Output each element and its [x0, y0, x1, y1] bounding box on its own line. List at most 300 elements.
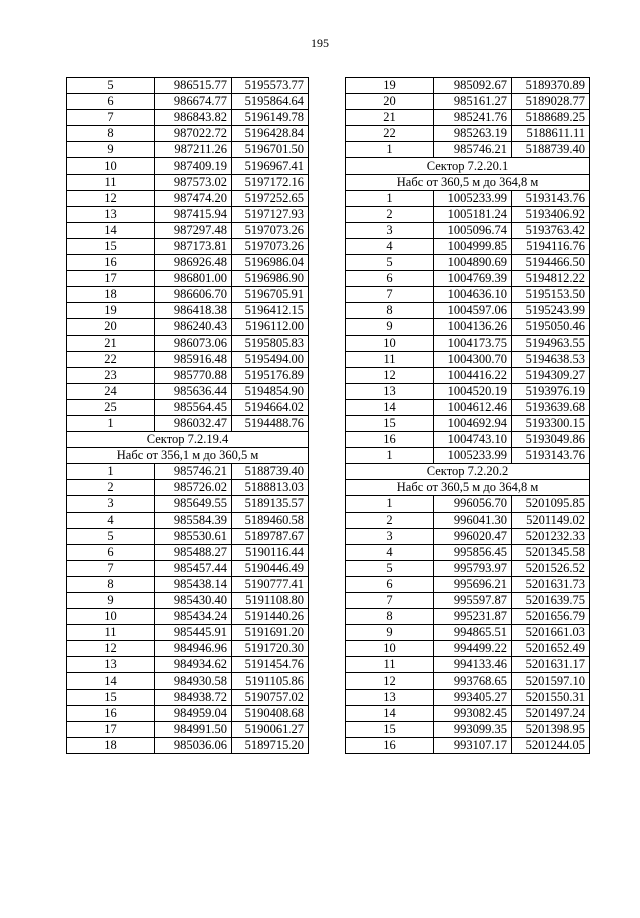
table-row: [67, 544, 309, 560]
point-number-cell: 8: [346, 609, 434, 625]
table-row: [346, 222, 590, 238]
y-coordinate-cell: 5194488.76: [232, 415, 309, 431]
y-coordinate-cell: 5194812.22: [512, 271, 590, 287]
table-row: [346, 576, 590, 592]
y-coordinate-cell: 5197252.65: [232, 190, 309, 206]
y-coordinate-cell: 5196149.78: [232, 110, 309, 126]
table-row: [346, 705, 590, 721]
table-row: [67, 560, 309, 576]
table-row: [67, 737, 309, 753]
point-number-cell: 5: [346, 560, 434, 576]
table-row: [67, 271, 309, 287]
point-number-cell: 16: [346, 737, 434, 753]
y-coordinate-cell: 5190116.44: [232, 544, 309, 560]
point-number-cell: 13: [67, 206, 155, 222]
table-row: [346, 367, 590, 383]
x-coordinate-cell: 985770.88: [155, 367, 232, 383]
x-coordinate-cell: 985584.39: [155, 512, 232, 528]
table-row: [67, 335, 309, 351]
table-row: [346, 110, 590, 126]
table-row: [346, 593, 590, 609]
point-number-cell: 15: [67, 238, 155, 254]
x-coordinate-cell: 1004612.46: [434, 399, 512, 415]
x-coordinate-cell: 995696.21: [434, 576, 512, 592]
x-coordinate-cell: 1004520.19: [434, 383, 512, 399]
table-row: [67, 190, 309, 206]
y-coordinate-cell: 5201398.95: [512, 721, 590, 737]
y-coordinate-cell: 5191105.86: [232, 673, 309, 689]
y-coordinate-cell: 5188739.40: [232, 464, 309, 480]
y-coordinate-cell: 5196701.50: [232, 142, 309, 158]
x-coordinate-cell: 1004743.10: [434, 432, 512, 448]
y-coordinate-cell: 5196428.84: [232, 126, 309, 142]
point-number-cell: 3: [346, 528, 434, 544]
y-coordinate-cell: 5193143.76: [512, 448, 590, 464]
x-coordinate-cell: 986606.70: [155, 287, 232, 303]
point-number-cell: 11: [346, 657, 434, 673]
table-row: [67, 609, 309, 625]
table-row: [346, 496, 590, 512]
point-number-cell: 16: [67, 255, 155, 271]
x-coordinate-cell: 984959.04: [155, 705, 232, 721]
x-coordinate-cell: 994499.22: [434, 641, 512, 657]
point-number-cell: 5: [67, 528, 155, 544]
y-coordinate-cell: 5193976.19: [512, 383, 590, 399]
x-coordinate-cell: 994865.51: [434, 625, 512, 641]
y-coordinate-cell: 5196705.91: [232, 287, 309, 303]
y-coordinate-cell: 5190061.27: [232, 721, 309, 737]
point-number-cell: 14: [346, 399, 434, 415]
point-number-cell: 10: [346, 641, 434, 657]
y-coordinate-cell: 5197073.26: [232, 222, 309, 238]
point-number-cell: 14: [67, 673, 155, 689]
y-coordinate-cell: 5194309.27: [512, 367, 590, 383]
x-coordinate-cell: 1004769.39: [434, 271, 512, 287]
coordinates-table-left: [66, 77, 309, 754]
point-number-cell: 11: [346, 351, 434, 367]
point-number-cell: 6: [67, 544, 155, 560]
y-coordinate-cell: 5195864.64: [232, 94, 309, 110]
x-coordinate-cell: 985438.14: [155, 576, 232, 592]
x-coordinate-cell: 993405.27: [434, 689, 512, 705]
y-coordinate-cell: 5190777.41: [232, 576, 309, 592]
table-row: [346, 383, 590, 399]
point-number-cell: 14: [346, 705, 434, 721]
table-row: [67, 625, 309, 641]
table-row: [346, 303, 590, 319]
table-row: [67, 255, 309, 271]
point-number-cell: 12: [346, 367, 434, 383]
table-row: [346, 271, 590, 287]
x-coordinate-cell: 985457.44: [155, 560, 232, 576]
table-row: [346, 657, 590, 673]
table-row: [346, 142, 590, 158]
point-number-cell: 1: [346, 448, 434, 464]
y-coordinate-cell: 5191691.20: [232, 625, 309, 641]
table-row: [67, 303, 309, 319]
x-coordinate-cell: 993082.45: [434, 705, 512, 721]
point-number-cell: 6: [346, 271, 434, 287]
point-number-cell: 14: [67, 222, 155, 238]
y-coordinate-cell: 5191454.76: [232, 657, 309, 673]
y-coordinate-cell: 5191440.26: [232, 609, 309, 625]
y-coordinate-cell: 5201656.79: [512, 609, 590, 625]
table-row: [67, 351, 309, 367]
x-coordinate-cell: 987415.94: [155, 206, 232, 222]
y-coordinate-cell: 5193049.86: [512, 432, 590, 448]
x-coordinate-cell: 986240.43: [155, 319, 232, 335]
point-number-cell: 15: [67, 689, 155, 705]
point-number-cell: 1: [67, 464, 155, 480]
x-coordinate-cell: 985726.02: [155, 480, 232, 496]
point-number-cell: 8: [346, 303, 434, 319]
x-coordinate-cell: 1004597.06: [434, 303, 512, 319]
x-coordinate-cell: 996056.70: [434, 496, 512, 512]
table-row: [67, 174, 309, 190]
point-number-cell: 17: [67, 271, 155, 287]
x-coordinate-cell: 1004136.26: [434, 319, 512, 335]
y-coordinate-cell: 5196967.41: [232, 158, 309, 174]
coordinates-table-right: [345, 77, 590, 754]
y-coordinate-cell: 5201652.49: [512, 641, 590, 657]
y-coordinate-cell: 5189460.58: [232, 512, 309, 528]
point-number-cell: 13: [346, 383, 434, 399]
table-row: [67, 399, 309, 415]
y-coordinate-cell: 5195805.83: [232, 335, 309, 351]
point-number-cell: 15: [346, 415, 434, 431]
y-coordinate-cell: 5195494.00: [232, 351, 309, 367]
y-coordinate-cell: 5193639.68: [512, 399, 590, 415]
point-number-cell: 19: [346, 78, 434, 94]
point-number-cell: 7: [67, 110, 155, 126]
y-coordinate-cell: 5201631.73: [512, 576, 590, 592]
x-coordinate-cell: 985263.19: [434, 126, 512, 142]
table-row: [346, 190, 590, 206]
y-coordinate-cell: 5201597.10: [512, 673, 590, 689]
y-coordinate-cell: 5189028.77: [512, 94, 590, 110]
point-number-cell: 9: [67, 593, 155, 609]
y-coordinate-cell: 5201526.52: [512, 560, 590, 576]
point-number-cell: 22: [346, 126, 434, 142]
x-coordinate-cell: 987409.19: [155, 158, 232, 174]
y-coordinate-cell: 5194854.90: [232, 383, 309, 399]
x-coordinate-cell: 987173.81: [155, 238, 232, 254]
x-coordinate-cell: 985530.61: [155, 528, 232, 544]
point-number-cell: 5: [346, 255, 434, 271]
y-coordinate-cell: 5188689.25: [512, 110, 590, 126]
table-row: [346, 399, 590, 415]
sector-heading-row: [67, 432, 309, 448]
y-coordinate-cell: 5190757.02: [232, 689, 309, 705]
depth-range: Набс от 356,1 м до 360,5 м: [67, 448, 309, 464]
x-coordinate-cell: 987211.26: [155, 142, 232, 158]
x-coordinate-cell: 1004999.85: [434, 238, 512, 254]
y-coordinate-cell: 5197073.26: [232, 238, 309, 254]
x-coordinate-cell: 986515.77: [155, 78, 232, 94]
x-coordinate-cell: 985161.27: [434, 94, 512, 110]
y-coordinate-cell: 5190408.68: [232, 705, 309, 721]
y-coordinate-cell: 5194638.53: [512, 351, 590, 367]
table-row: [346, 689, 590, 705]
table-row: [67, 464, 309, 480]
y-coordinate-cell: 5196412.15: [232, 303, 309, 319]
y-coordinate-cell: 5188611.11: [512, 126, 590, 142]
table-row: [67, 576, 309, 592]
table-row: [67, 480, 309, 496]
y-coordinate-cell: 5194116.76: [512, 238, 590, 254]
table-row: [67, 705, 309, 721]
table-row: [67, 657, 309, 673]
table-row: [346, 544, 590, 560]
x-coordinate-cell: 993107.17: [434, 737, 512, 753]
point-number-cell: 24: [67, 383, 155, 399]
point-number-cell: 4: [67, 512, 155, 528]
x-coordinate-cell: 986926.48: [155, 255, 232, 271]
x-coordinate-cell: 984934.62: [155, 657, 232, 673]
point-number-cell: 9: [67, 142, 155, 158]
table-row: [346, 448, 590, 464]
y-coordinate-cell: 5201232.33: [512, 528, 590, 544]
table-row: [346, 287, 590, 303]
point-number-cell: 1: [67, 415, 155, 431]
x-coordinate-cell: 987573.02: [155, 174, 232, 190]
table-row: [346, 319, 590, 335]
table-row: [67, 142, 309, 158]
y-coordinate-cell: 5196112.00: [232, 319, 309, 335]
table-row: [346, 737, 590, 753]
table-row: [67, 238, 309, 254]
point-number-cell: 10: [346, 335, 434, 351]
y-coordinate-cell: 5195176.89: [232, 367, 309, 383]
point-number-cell: 25: [67, 399, 155, 415]
table-row: [67, 689, 309, 705]
x-coordinate-cell: 993099.35: [434, 721, 512, 737]
y-coordinate-cell: 5189135.57: [232, 496, 309, 512]
y-coordinate-cell: 5191108.80: [232, 593, 309, 609]
x-coordinate-cell: 995231.87: [434, 609, 512, 625]
table-row: [67, 110, 309, 126]
x-coordinate-cell: 1005233.99: [434, 190, 512, 206]
point-number-cell: 23: [67, 367, 155, 383]
table-row: [67, 287, 309, 303]
table-row: [346, 673, 590, 689]
y-coordinate-cell: 5188739.40: [512, 142, 590, 158]
table-row: [67, 367, 309, 383]
x-coordinate-cell: 984938.72: [155, 689, 232, 705]
table-row: [346, 432, 590, 448]
y-coordinate-cell: 5195243.99: [512, 303, 590, 319]
y-coordinate-cell: 5193300.15: [512, 415, 590, 431]
table-row: [67, 158, 309, 174]
table-row: [67, 222, 309, 238]
table-row: [346, 94, 590, 110]
table-row: [67, 496, 309, 512]
y-coordinate-cell: 5201661.03: [512, 625, 590, 641]
x-coordinate-cell: 985649.55: [155, 496, 232, 512]
point-number-cell: 5: [67, 78, 155, 94]
point-number-cell: 4: [346, 238, 434, 254]
depth-range-row: [346, 174, 590, 190]
table-row: [346, 560, 590, 576]
point-number-cell: 18: [67, 737, 155, 753]
x-coordinate-cell: 985488.27: [155, 544, 232, 560]
table-row: [346, 609, 590, 625]
y-coordinate-cell: 5193763.42: [512, 222, 590, 238]
sector-heading-row: [346, 158, 590, 174]
point-number-cell: 16: [346, 432, 434, 448]
x-coordinate-cell: 1005181.24: [434, 206, 512, 222]
point-number-cell: 3: [67, 496, 155, 512]
y-coordinate-cell: 5191720.30: [232, 641, 309, 657]
point-number-cell: 16: [67, 705, 155, 721]
x-coordinate-cell: 986843.82: [155, 110, 232, 126]
x-coordinate-cell: 994133.46: [434, 657, 512, 673]
point-number-cell: 20: [67, 319, 155, 335]
point-number-cell: 7: [346, 593, 434, 609]
y-coordinate-cell: 5195153.50: [512, 287, 590, 303]
y-coordinate-cell: 5189787.67: [232, 528, 309, 544]
x-coordinate-cell: 985430.40: [155, 593, 232, 609]
point-number-cell: 2: [346, 206, 434, 222]
sector-title: Сектор 7.2.19.4: [67, 432, 309, 448]
point-number-cell: 20: [346, 94, 434, 110]
y-coordinate-cell: 5201631.17: [512, 657, 590, 673]
point-number-cell: 9: [346, 319, 434, 335]
point-number-cell: 18: [67, 287, 155, 303]
y-coordinate-cell: 5190446.49: [232, 560, 309, 576]
table-row: [346, 415, 590, 431]
y-coordinate-cell: 5193406.92: [512, 206, 590, 222]
point-number-cell: 15: [346, 721, 434, 737]
table-row: [346, 206, 590, 222]
point-number-cell: 4: [346, 544, 434, 560]
point-number-cell: 12: [67, 190, 155, 206]
x-coordinate-cell: 985916.48: [155, 351, 232, 367]
point-number-cell: 1: [346, 190, 434, 206]
point-number-cell: 11: [67, 625, 155, 641]
x-coordinate-cell: 985241.76: [434, 110, 512, 126]
x-coordinate-cell: 984930.58: [155, 673, 232, 689]
x-coordinate-cell: 985036.06: [155, 737, 232, 753]
table-row: [346, 126, 590, 142]
point-number-cell: 13: [346, 689, 434, 705]
point-number-cell: 8: [67, 126, 155, 142]
y-coordinate-cell: 5201639.75: [512, 593, 590, 609]
x-coordinate-cell: 1004416.22: [434, 367, 512, 383]
table-row: [67, 528, 309, 544]
table-row: [67, 673, 309, 689]
x-coordinate-cell: 986674.77: [155, 94, 232, 110]
point-number-cell: 13: [67, 657, 155, 673]
y-coordinate-cell: 5188813.03: [232, 480, 309, 496]
x-coordinate-cell: 1004173.75: [434, 335, 512, 351]
y-coordinate-cell: 5196986.90: [232, 271, 309, 287]
x-coordinate-cell: 986032.47: [155, 415, 232, 431]
point-number-cell: 9: [346, 625, 434, 641]
y-coordinate-cell: 5201149.02: [512, 512, 590, 528]
point-number-cell: 1: [346, 496, 434, 512]
y-coordinate-cell: 5195050.46: [512, 319, 590, 335]
x-coordinate-cell: 985636.44: [155, 383, 232, 399]
table-row: [346, 641, 590, 657]
point-number-cell: 10: [67, 609, 155, 625]
point-number-cell: 17: [67, 721, 155, 737]
table-row: [346, 335, 590, 351]
x-coordinate-cell: 986073.06: [155, 335, 232, 351]
y-coordinate-cell: 5201497.24: [512, 705, 590, 721]
x-coordinate-cell: 985445.91: [155, 625, 232, 641]
x-coordinate-cell: 985434.24: [155, 609, 232, 625]
table-row: [67, 78, 309, 94]
table-row: [346, 625, 590, 641]
table-row: [67, 319, 309, 335]
sector-heading-row: [346, 464, 590, 480]
table-row: [67, 383, 309, 399]
x-coordinate-cell: 995856.45: [434, 544, 512, 560]
x-coordinate-cell: 987474.20: [155, 190, 232, 206]
x-coordinate-cell: 985092.67: [434, 78, 512, 94]
point-number-cell: 6: [67, 94, 155, 110]
x-coordinate-cell: 984946.96: [155, 641, 232, 657]
point-number-cell: 22: [67, 351, 155, 367]
y-coordinate-cell: 5197172.16: [232, 174, 309, 190]
x-coordinate-cell: 985746.21: [155, 464, 232, 480]
table-row: [67, 512, 309, 528]
y-coordinate-cell: 5189370.89: [512, 78, 590, 94]
y-coordinate-cell: 5197127.93: [232, 206, 309, 222]
table-row: [67, 721, 309, 737]
x-coordinate-cell: 1004636.10: [434, 287, 512, 303]
x-coordinate-cell: 995597.87: [434, 593, 512, 609]
y-coordinate-cell: 5201244.05: [512, 737, 590, 753]
point-number-cell: 21: [346, 110, 434, 126]
y-coordinate-cell: 5194664.02: [232, 399, 309, 415]
x-coordinate-cell: 987022.72: [155, 126, 232, 142]
point-number-cell: 6: [346, 576, 434, 592]
sector-title: Сектор 7.2.20.2: [346, 464, 590, 480]
x-coordinate-cell: 993768.65: [434, 673, 512, 689]
table-row: [67, 126, 309, 142]
x-coordinate-cell: 996020.47: [434, 528, 512, 544]
page-number: 195: [311, 36, 329, 50]
depth-range: Набс от 360,5 м до 364,8 м: [346, 174, 590, 190]
table-row: [67, 415, 309, 431]
y-coordinate-cell: 5194963.55: [512, 335, 590, 351]
y-coordinate-cell: 5201345.58: [512, 544, 590, 560]
depth-range: Набс от 360,5 м до 364,8 м: [346, 480, 590, 496]
point-number-cell: 12: [346, 673, 434, 689]
point-number-cell: 11: [67, 174, 155, 190]
x-coordinate-cell: 984991.50: [155, 721, 232, 737]
y-coordinate-cell: 5194466.50: [512, 255, 590, 271]
table-row: [346, 512, 590, 528]
point-number-cell: 2: [346, 512, 434, 528]
table-row: [346, 255, 590, 271]
y-coordinate-cell: 5189715.20: [232, 737, 309, 753]
x-coordinate-cell: 1005096.74: [434, 222, 512, 238]
x-coordinate-cell: 996041.30: [434, 512, 512, 528]
y-coordinate-cell: 5201550.31: [512, 689, 590, 705]
point-number-cell: 7: [67, 560, 155, 576]
y-coordinate-cell: 5195573.77: [232, 78, 309, 94]
table-row: [346, 528, 590, 544]
table-row: [346, 721, 590, 737]
table-row: [346, 78, 590, 94]
x-coordinate-cell: 1005233.99: [434, 448, 512, 464]
x-coordinate-cell: 1004890.69: [434, 255, 512, 271]
sector-title: Сектор 7.2.20.1: [346, 158, 590, 174]
x-coordinate-cell: 1004692.94: [434, 415, 512, 431]
